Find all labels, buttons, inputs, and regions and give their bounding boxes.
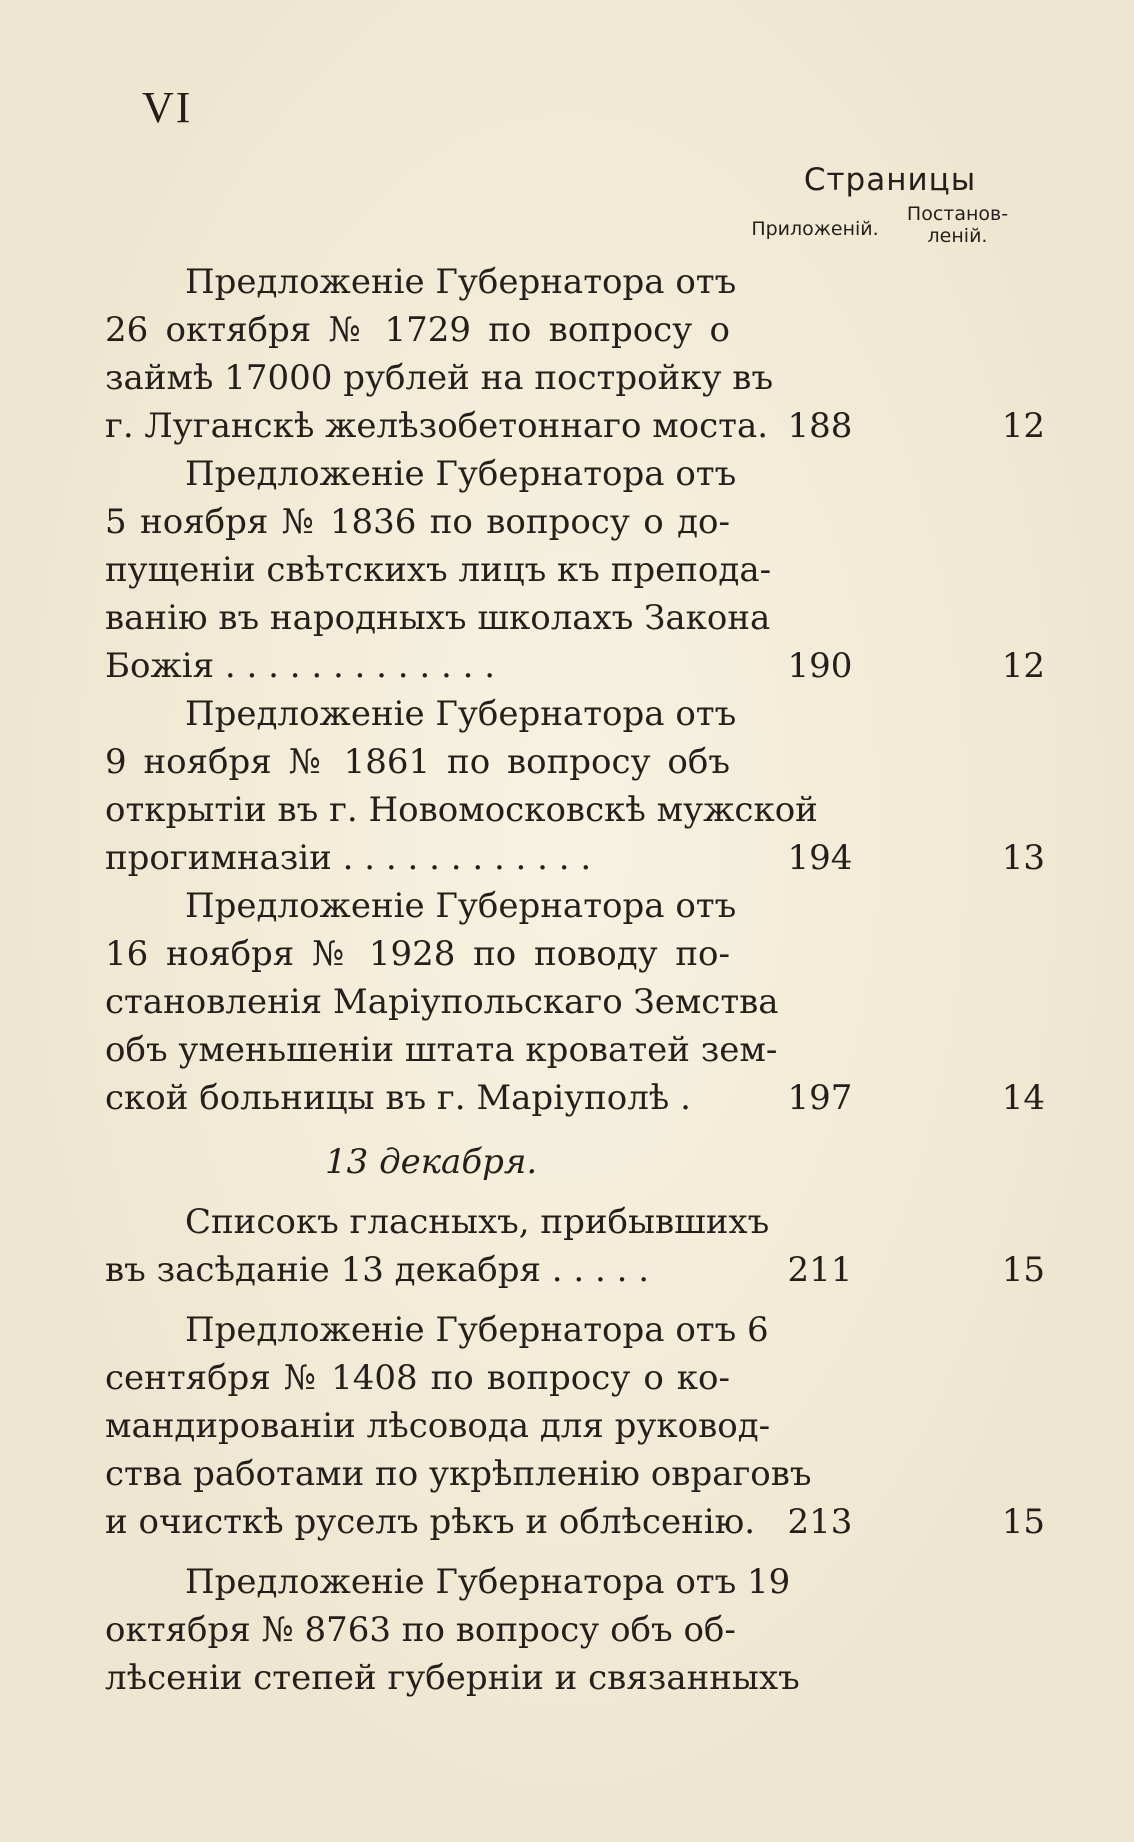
entry-1-line-1: Предложеніе Губернатора отъ xyxy=(185,262,737,302)
entry-1-line-4: г. Луганскѣ желѣзобетоннаго моста. xyxy=(105,406,769,446)
entry-6-line-4: ства работами по укрѣпленію овраговъ xyxy=(105,1454,812,1494)
entry-1-line-2: 26 октября № 1729 по вопросу о xyxy=(105,310,730,350)
entry-3-appendix-page: 194 xyxy=(787,838,853,878)
entry-6-appendix-page: 213 xyxy=(787,1502,853,1542)
entry-4-line-1: Предложеніе Губернатора отъ xyxy=(185,886,737,926)
entry-4-line-2: 16 ноября № 1928 по поводу по- xyxy=(105,934,730,974)
column-header-pages: Страницы xyxy=(803,162,977,198)
entry-6-resolution-page: 15 xyxy=(1001,1502,1045,1542)
entry-3-line-2: 9 ноября № 1861 по вопросу объ xyxy=(105,742,730,782)
entry-3-line-1: Предложеніе Губернатора отъ xyxy=(185,694,737,734)
page-number: VI xyxy=(142,83,193,132)
entry-2-line-2: 5 ноября № 1836 по вопросу о до- xyxy=(105,502,730,542)
entry-5-appendix-page: 211 xyxy=(787,1250,853,1290)
entry-4-line-5: ской больницы въ г. Маріуполѣ . xyxy=(105,1078,691,1118)
entry-6-line-3: мандированіи лѣсовода для руковод- xyxy=(105,1406,771,1446)
entry-2-resolution-page: 12 xyxy=(1001,646,1045,686)
entry-4-resolution-page: 14 xyxy=(1001,1078,1045,1118)
entry-7-line-3: лѣсеніи степей губерніи и связанныхъ xyxy=(105,1658,800,1698)
entry-1-resolution-page: 12 xyxy=(1001,406,1045,446)
entry-3-resolution-page: 13 xyxy=(1001,838,1045,878)
entry-4-line-4: объ уменьшеніи штата кроватей зем- xyxy=(105,1030,778,1070)
entry-6-line-5: и очисткѣ руселъ рѣкъ и облѣсенію. xyxy=(105,1502,756,1542)
entry-6-line-2: сентября № 1408 по вопросу о ко- xyxy=(105,1358,730,1398)
entry-4-line-3: становленія Маріупольскаго Земства xyxy=(105,982,779,1022)
entry-6-line-1: Предложеніе Губернатора отъ 6 xyxy=(185,1310,769,1350)
entry-1-line-3: займѣ 17000 рублей на постройку въ xyxy=(105,358,774,398)
column-header-resolutions: Постанов- леній. xyxy=(906,203,1009,247)
entry-5-resolution-page: 15 xyxy=(1001,1250,1045,1290)
entry-2-line-1: Предложеніе Губернатора отъ xyxy=(185,454,737,494)
entry-2-line-4: ванію въ народныхъ школахъ Закона xyxy=(105,598,771,638)
entry-5-line-2: въ засѣданіе 13 декабря . . . . . xyxy=(105,1250,650,1290)
entry-3-line-4: прогимназіи . . . . . . . . . . . . xyxy=(105,838,592,878)
entry-2-line-3: пущеніи свѣтскихъ лицъ къ препода- xyxy=(105,550,772,590)
entry-7-line-1: Предложеніе Губернатора отъ 19 xyxy=(185,1562,791,1602)
entry-3-line-3: открытіи въ г. Новомосковскѣ мужской xyxy=(105,790,818,830)
column-header-appendix: Приложеній. xyxy=(751,218,879,240)
entry-7-line-2: октября № 8763 по вопросу объ об- xyxy=(105,1610,736,1650)
entry-1-appendix-page: 188 xyxy=(787,406,853,446)
entry-4-appendix-page: 197 xyxy=(787,1078,853,1118)
section-date-heading: 13 декабря. xyxy=(325,1142,538,1182)
entry-2-appendix-page: 190 xyxy=(787,646,853,686)
entry-5-line-1: Списокъ гласныхъ, прибывшихъ xyxy=(185,1202,770,1242)
entry-2-line-5: Божія . . . . . . . . . . . . . xyxy=(105,646,496,686)
